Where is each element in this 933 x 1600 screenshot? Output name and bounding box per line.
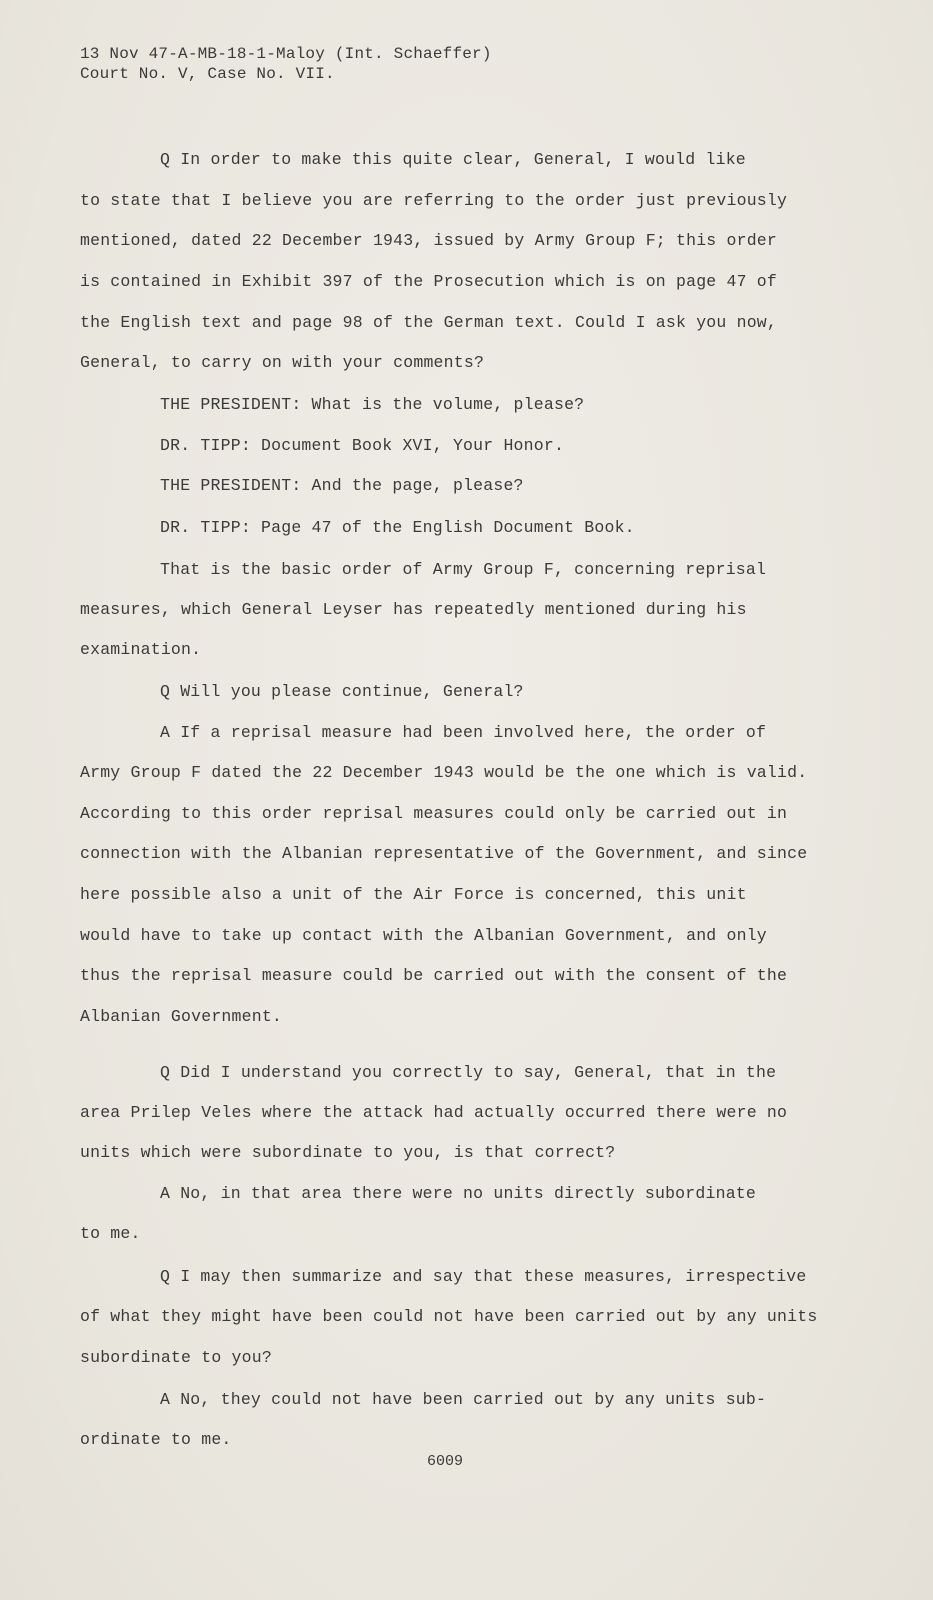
- body-line: the English text and page 98 of the German text. Could I ask you now,: [80, 313, 778, 332]
- body-line: thus the reprisal measure could be carried out with the consent of the: [80, 966, 788, 985]
- header-court-case: Court No. V, Case No. VII.: [80, 65, 335, 83]
- body-line: ordinate to me.: [80, 1430, 232, 1449]
- body-line: area Prilep Veles where the attack had actually occurred there were no: [80, 1103, 788, 1122]
- page-number: 6009: [427, 1453, 464, 1470]
- body-line: is contained in Exhibit 397 of the Prosecution which is on page 47 of: [80, 272, 778, 291]
- body-line: Q In order to make this quite clear, General, I would like: [160, 150, 746, 169]
- body-line: to me.: [80, 1224, 141, 1243]
- body-line: mentioned, dated 22 December 1943, issued by Army Group F; this order: [80, 231, 778, 250]
- body-line: A No, in that area there were no units directly subordinate: [160, 1184, 756, 1203]
- body-line: That is the basic order of Army Group F, concerning reprisal: [160, 560, 767, 579]
- body-line: would have to take up contact with the Albanian Government, and only: [80, 926, 767, 945]
- body-line: examination.: [80, 640, 202, 659]
- body-line: THE PRESIDENT: What is the volume, please?: [160, 395, 585, 414]
- body-line: units which were subordinate to you, is that correct?: [80, 1143, 616, 1162]
- body-line: Albanian Government.: [80, 1007, 283, 1026]
- body-line: A No, they could not have been carried out by any units sub-: [160, 1390, 767, 1409]
- body-line: THE PRESIDENT: And the page, please?: [160, 476, 524, 495]
- body-line: Q I may then summarize and say that these measures, irrespective: [160, 1267, 807, 1286]
- body-line: General, to carry on with your comments?: [80, 353, 485, 372]
- body-line: to state that I believe you are referring to the order just previously: [80, 191, 788, 210]
- body-line: Army Group F dated the 22 December 1943 would be the one which is valid.: [80, 763, 808, 782]
- body-line: Q Will you please continue, General?: [160, 682, 524, 701]
- body-line: DR. TIPP: Document Book XVI, Your Honor.: [160, 436, 565, 455]
- body-line: here possible also a unit of the Air Force is concerned, this unit: [80, 885, 747, 904]
- body-line: measures, which General Leyser has repeatedly mentioned during his: [80, 600, 747, 619]
- header-case-reference: 13 Nov 47-A-MB-18-1-Maloy (Int. Schaeffer): [80, 45, 492, 63]
- body-line: of what they might have been could not have been carried out by any units: [80, 1307, 818, 1326]
- body-line: Q Did I understand you correctly to say, General, that in the: [160, 1063, 777, 1082]
- body-line: DR. TIPP: Page 47 of the English Document Book.: [160, 518, 635, 537]
- body-line: According to this order reprisal measures could only be carried out in: [80, 804, 788, 823]
- body-line: subordinate to you?: [80, 1348, 272, 1367]
- body-line: connection with the Albanian representative of the Government, and since: [80, 844, 808, 863]
- body-line: A If a reprisal measure had been involved here, the order of: [160, 723, 767, 742]
